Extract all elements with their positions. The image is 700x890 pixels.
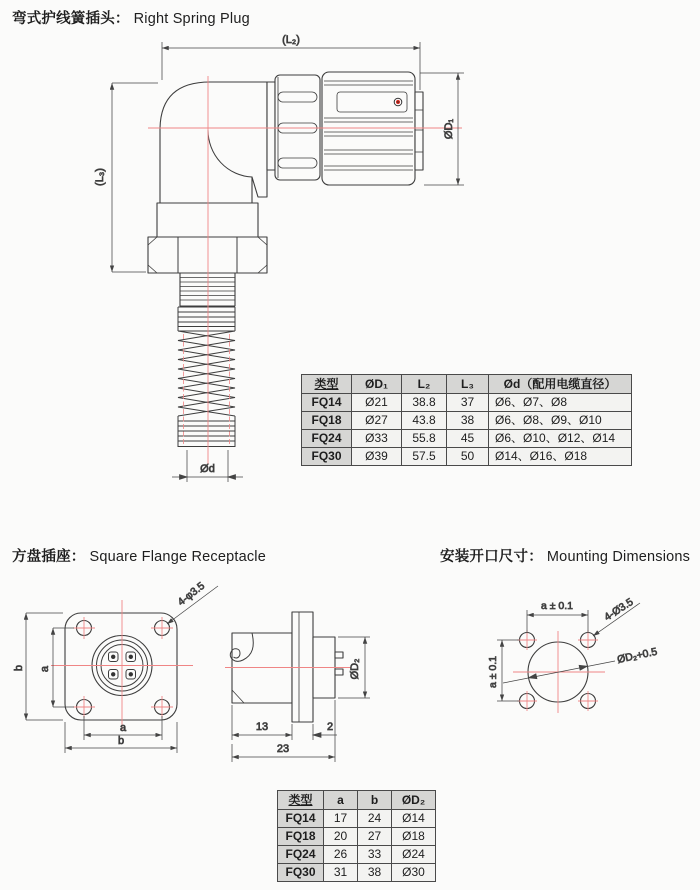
- receptacle-body: [230, 612, 343, 722]
- table-row: [278, 810, 436, 828]
- cell-type: FQ24: [302, 430, 352, 448]
- table-header-row: [302, 375, 632, 394]
- dim-d-label: Ød: [200, 463, 215, 475]
- dim-d1-label: ØD₁: [443, 118, 455, 140]
- plug-elbow: [160, 82, 267, 203]
- mounting-holes-callout: [593, 596, 640, 636]
- cell-type: FQ14: [278, 810, 324, 828]
- section2-title-en: Square Flange Receptacle: [89, 549, 266, 565]
- table-row: [278, 846, 436, 864]
- cell-a: 20: [324, 828, 358, 846]
- cell-b: 27: [358, 828, 392, 846]
- cell-cable: Ø6、Ø7、Ø8: [489, 394, 632, 412]
- cell-type: FQ18: [302, 412, 352, 430]
- holes-callout-label: 4-φ3.5: [175, 579, 208, 609]
- cell-d1: Ø21: [352, 394, 402, 412]
- cell-l3: 37: [447, 394, 489, 412]
- cell-cable: Ø6、Ø8、Ø9、Ø10: [489, 412, 632, 430]
- cell-type: FQ30: [278, 864, 324, 882]
- section3-title-zh: 安装开口尺寸：: [440, 549, 543, 565]
- cell-d2: Ø30: [392, 864, 436, 882]
- cell-b: 24: [358, 810, 392, 828]
- dim-a-left: [487, 640, 519, 701]
- dim-a-left-label: a ± 0.1: [487, 655, 499, 689]
- cell-b: 38: [358, 864, 392, 882]
- col-header-l2: L₂: [402, 375, 447, 394]
- square-flange-side-drawing: [225, 598, 405, 770]
- col-header-b: b: [358, 791, 392, 810]
- plug-threaded-stem: [180, 273, 235, 306]
- plug-strain-relief: [267, 75, 320, 180]
- dim-l2-label: (L₂): [282, 34, 300, 46]
- cell-cable: Ø14、Ø16、Ø18: [489, 448, 632, 466]
- table-row: [278, 864, 436, 882]
- cell-l3: 50: [447, 448, 489, 466]
- col-header-d: Ød（配用电缆直径）: [489, 375, 632, 394]
- dim-a-label: a: [119, 722, 127, 734]
- plug-coupling-nut: [322, 72, 423, 185]
- table-row: [278, 828, 436, 846]
- spec-table-plug: [301, 374, 632, 466]
- section2-title-zh: 方盘插座：: [12, 549, 86, 565]
- cell-type: FQ30: [302, 448, 352, 466]
- dim-a-top-label: a ± 0.1: [540, 600, 574, 612]
- cell-type: FQ18: [278, 828, 324, 846]
- cell-type: FQ24: [278, 846, 324, 864]
- holes-callout-label: 4-Ø3.5: [602, 595, 636, 624]
- dim-a-top: [527, 600, 588, 633]
- table-row: [302, 448, 632, 466]
- dim-d1: [420, 73, 464, 185]
- cell-a: 31: [324, 864, 358, 882]
- table-header-row: [278, 791, 436, 810]
- col-header-type: 类型: [302, 375, 352, 394]
- cell-l3: 38: [447, 412, 489, 430]
- cutout-holes: [520, 633, 596, 709]
- dim-d: [172, 450, 243, 482]
- col-header-d1: ØD₁: [352, 375, 402, 394]
- section3-title-en: Mounting Dimensions: [546, 549, 691, 565]
- cell-d2: Ø18: [392, 828, 436, 846]
- col-header-type: 类型: [278, 791, 324, 810]
- dim-b-left: [13, 613, 63, 720]
- red-indicator-dot: [394, 98, 402, 106]
- section1-title-zh: 弯式护线簧插头：: [12, 11, 130, 27]
- dim-b-label: b: [13, 664, 25, 672]
- cell-d2: Ø14: [392, 810, 436, 828]
- cell-l2: 38.8: [402, 394, 447, 412]
- cell-d1: Ø39: [352, 448, 402, 466]
- cell-l2: 57.5: [402, 448, 447, 466]
- dim-13-label: 13: [255, 721, 269, 733]
- cell-d2: Ø24: [392, 846, 436, 864]
- mounting-holes-callout: [167, 580, 218, 624]
- table-row: [302, 430, 632, 448]
- plug-spring: [178, 307, 235, 447]
- cell-a: 17: [324, 810, 358, 828]
- section2-title: [12, 545, 266, 566]
- dim-d2-label: ØD₂: [349, 658, 361, 680]
- cell-l3: 45: [447, 430, 489, 448]
- section1-title-en: Right Spring Plug: [133, 11, 250, 27]
- cell-cable: Ø6、Ø10、Ø12、Ø14: [489, 430, 632, 448]
- dim-2: [313, 721, 337, 740]
- dim-23: [232, 700, 335, 762]
- section3-title: [440, 545, 690, 566]
- section1-title: [12, 7, 250, 28]
- dim-23-label: 23: [276, 743, 290, 755]
- table-row: [302, 394, 632, 412]
- dim-b-label: b: [117, 735, 125, 747]
- dim-a-label: a: [39, 665, 51, 673]
- square-flange-front-drawing: [13, 579, 230, 780]
- cell-a: 26: [324, 846, 358, 864]
- mounting-dimensions-drawing: [455, 593, 700, 755]
- col-header-a: a: [324, 791, 358, 810]
- plug-hex-nut: [148, 203, 267, 273]
- dim-2-label: 2: [326, 721, 334, 733]
- table-row: [302, 412, 632, 430]
- cell-type: FQ14: [302, 394, 352, 412]
- cell-b: 33: [358, 846, 392, 864]
- spec-table-receptacle: [277, 790, 436, 882]
- col-header-d2: ØD₂: [392, 791, 436, 810]
- cell-d1: Ø27: [352, 412, 402, 430]
- cell-l2: 55.8: [402, 430, 447, 448]
- cutout-diameter-label: ØD₂+0.5: [616, 645, 659, 666]
- dim-l3-label: (L₃): [94, 168, 106, 186]
- cell-l2: 43.8: [402, 412, 447, 430]
- cell-d1: Ø33: [352, 430, 402, 448]
- dim-13: [232, 705, 292, 740]
- col-header-l3: L₃: [447, 375, 489, 394]
